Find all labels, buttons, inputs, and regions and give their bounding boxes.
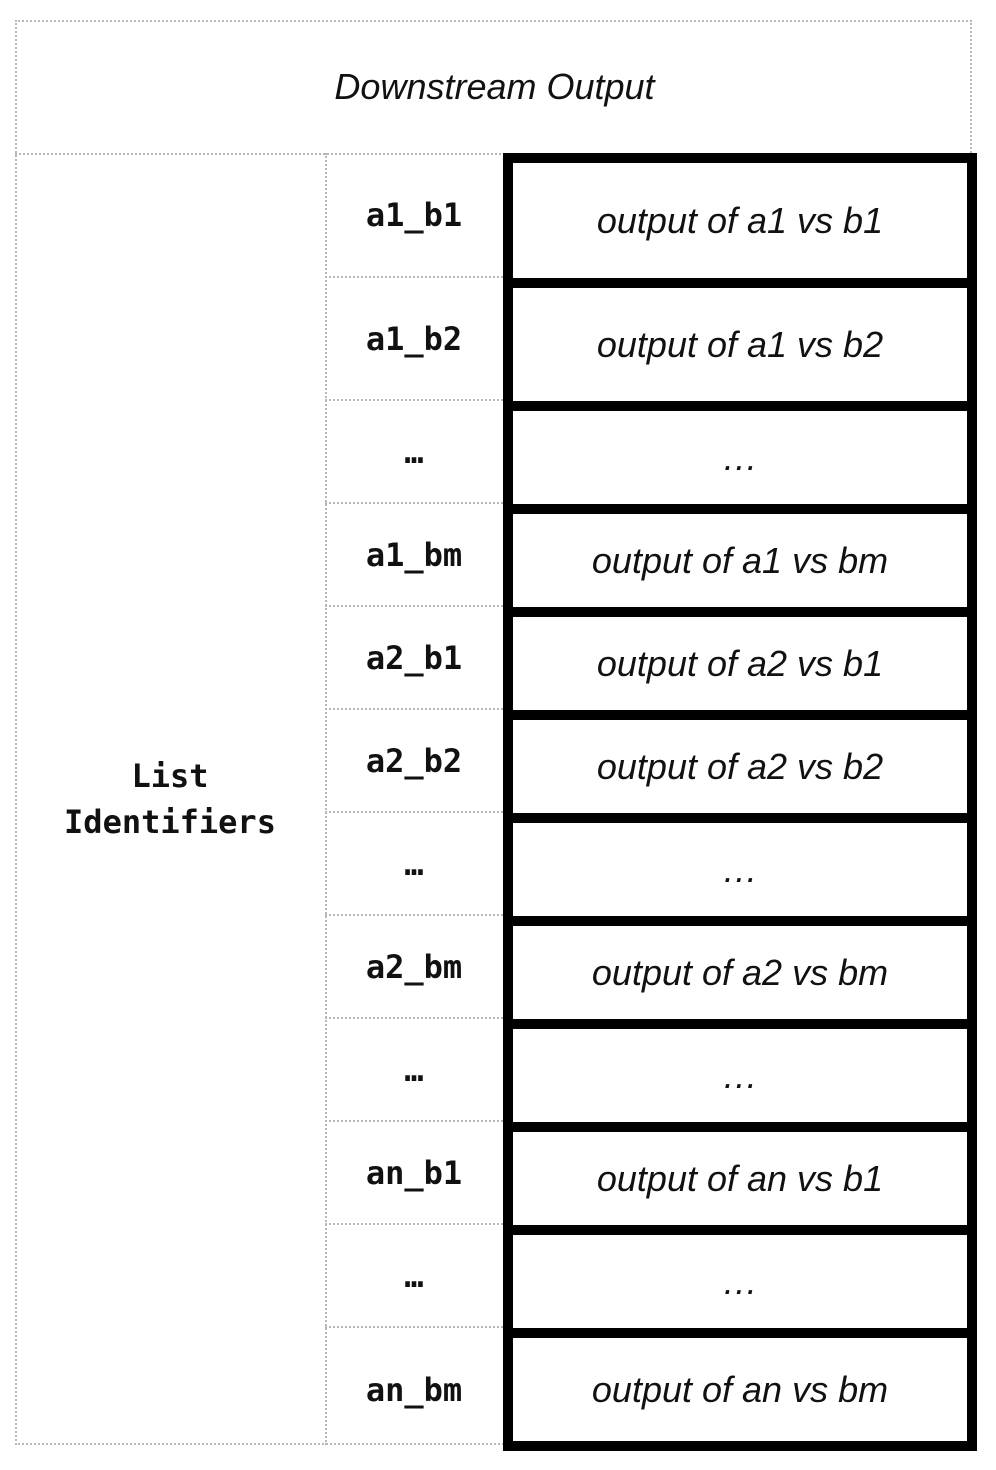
table-row (325, 401, 977, 504)
row-identifier: a2_b1 (325, 607, 503, 710)
row-output-cell: … (503, 1225, 977, 1328)
row-identifier: a2_b2 (325, 710, 503, 813)
row-identifier: a1_b2 (325, 278, 503, 401)
row-output-cell: … (503, 1019, 977, 1122)
table-row (325, 153, 977, 278)
row-identifier: … (325, 1019, 503, 1122)
table-row (325, 916, 977, 1019)
row-output-cell: output of a2 vs b2 (503, 710, 977, 813)
row-output-cell: … (503, 401, 977, 504)
row-output-cell: … (503, 813, 977, 916)
row-output-cell: output of a1 vs b1 (503, 153, 977, 278)
table-row (325, 1328, 977, 1451)
header-title: Downstream Output (334, 65, 655, 107)
output-rows (325, 153, 977, 1451)
row-identifier: … (325, 1225, 503, 1328)
table-row (325, 1225, 977, 1328)
row-output-cell: output of a2 vs b1 (503, 607, 977, 710)
table-row (325, 504, 977, 607)
table-row (325, 278, 977, 401)
row-output-cell: output of an vs b1 (503, 1122, 977, 1225)
row-output-cell: output of an vs bm (503, 1328, 977, 1451)
row-identifier: an_bm (365, 1370, 463, 1409)
row-output-cell: output of a1 vs b2 (503, 278, 977, 401)
row-identifier: a1_bm (325, 504, 503, 607)
row-output-cell: output of a2 vs bm (503, 916, 977, 1019)
row-output-cell: output of a1 vs bm (503, 504, 977, 607)
table-row (325, 710, 977, 813)
table-row (325, 1122, 977, 1225)
row-identifier: an_b1 (325, 1122, 503, 1225)
row-identifier: a2_bm (325, 916, 503, 1019)
table-row (325, 1019, 977, 1122)
list-identifiers-label: List Identifiers (64, 757, 276, 841)
row-identifier: … (325, 813, 503, 916)
table-row (325, 607, 977, 710)
table-row (325, 813, 977, 916)
row-identifier: a1_b1 (325, 153, 503, 278)
row-identifier: … (325, 401, 503, 504)
